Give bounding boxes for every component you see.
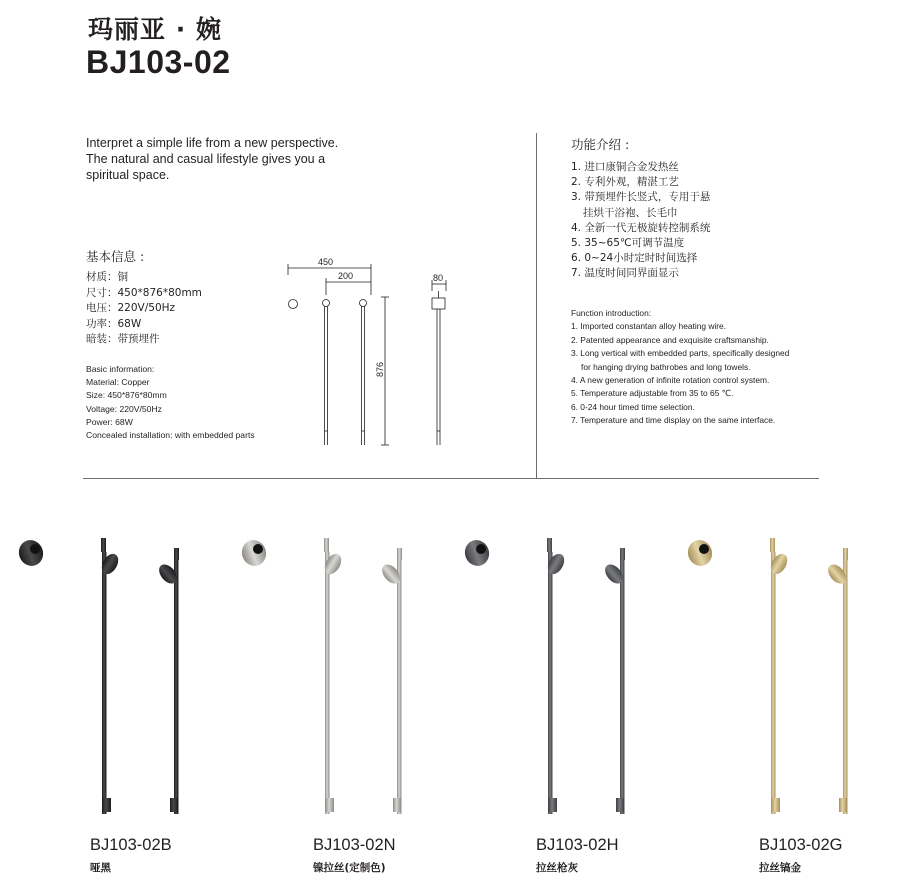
- features-list-cn: [571, 160, 710, 282]
- section-divider: [83, 478, 819, 479]
- variant-image: [238, 528, 438, 818]
- feature-item: 6. 0-24 hour timed time selection.: [571, 401, 695, 412]
- column-divider: [536, 133, 537, 479]
- feature-item: 3. Long vertical with embedded parts, specifically designed: [571, 348, 790, 359]
- intro-line: The natural and casual lifestyle gives you a: [86, 152, 326, 166]
- variant-finish-label: 哑黑: [90, 862, 111, 874]
- rail-right: [602, 548, 627, 814]
- spec-item: Material: Copper: [86, 377, 150, 388]
- knob: [461, 537, 492, 570]
- feature-item: 5. 35~65℃可调节温度: [571, 237, 685, 250]
- feature-item: 1. 进口康铜合金发热丝: [571, 161, 679, 173]
- feature-item: for hanging drying bathrobes and long towels.: [581, 361, 751, 372]
- side-view-head: [432, 298, 445, 309]
- dim-label-spacing: 200: [338, 271, 354, 281]
- spec-item: 尺寸：450*876*80mm: [86, 286, 202, 299]
- feature-item: 1. Imported constantan alloy heating wire.: [571, 321, 727, 332]
- spec-item: Concealed installation: with embedded parts: [86, 430, 255, 441]
- basic-info-list-cn: [86, 270, 202, 348]
- rail-right: [156, 548, 181, 814]
- feature-item: 4. 全新一代无极旋转控制系统: [571, 221, 711, 234]
- knob-outline: [289, 300, 298, 309]
- features-list-en: [571, 307, 789, 428]
- feature-item: 7. 温度时间同界面显示: [571, 267, 679, 280]
- feature-item: 2. Patented appearance and exquisite craftsmanship.: [571, 334, 769, 345]
- variant-finish-label: 拉丝枪灰: [536, 862, 578, 874]
- knob: [238, 537, 269, 570]
- dim-label-depth: 80: [433, 273, 444, 283]
- feature-item: 4. A new generation of infinite rotation control system.: [571, 375, 770, 386]
- spec-heading-en: Basic information:: [86, 364, 155, 374]
- rail-left: [544, 538, 567, 814]
- dim-label-height: 876: [375, 361, 385, 377]
- feature-item: 7. Temperature and time display on the same interface.: [571, 415, 776, 426]
- intro-line: Interpret a simple life from a new perspective.: [86, 136, 339, 150]
- variant-image: [461, 528, 661, 818]
- rail-right: [825, 548, 850, 814]
- feature-heading-en: Function introduction:: [571, 308, 652, 318]
- spec-item: 材质：铜: [86, 271, 128, 283]
- spec-item: Size: 450*876*80mm: [86, 390, 167, 401]
- feature-item: 2. 专利外观，精湛工艺: [571, 176, 679, 189]
- rail-right: [379, 548, 404, 814]
- product-model: BJ103-02: [86, 44, 231, 80]
- dimension-drawing: [280, 255, 460, 455]
- spec-item: 功率：68W: [86, 317, 142, 330]
- spec-item: Power: 68W: [86, 416, 133, 427]
- spec-item: 暗装：带预埋件: [86, 333, 160, 345]
- variant-model-label: BJ103-02N: [313, 836, 396, 854]
- feature-item: 3. 带预埋件长竖式，专用于悬: [571, 191, 711, 204]
- intro-text: [86, 135, 386, 183]
- features-heading-cn: 功能介绍 :: [571, 137, 630, 152]
- rail-left: [767, 538, 790, 814]
- feature-item: 6. 0~24小时定时时间选择: [571, 252, 698, 265]
- variant-image: [15, 528, 215, 818]
- product-title-cn: 玛丽亚 · 婉: [88, 15, 222, 44]
- knob: [15, 537, 46, 570]
- variant-image: [684, 528, 884, 818]
- spec-item: 电压：220V/50Hz: [86, 302, 176, 314]
- basic-info-list-en: [86, 363, 255, 442]
- feature-item: 5. Temperature adjustable from 35 to 65 ℃.: [571, 388, 734, 399]
- variant-finish-label: 镍拉丝(定制色): [313, 862, 386, 874]
- knob: [684, 537, 715, 570]
- feature-item: 挂烘干浴袍、长毛巾: [583, 206, 678, 219]
- intro-line: spiritual space.: [86, 168, 170, 182]
- dim-label-width: 450: [318, 257, 334, 267]
- spec-item: Voltage: 220V/50Hz: [86, 403, 162, 414]
- variant-model-label: BJ103-02B: [90, 836, 172, 854]
- rail-left: [98, 538, 121, 814]
- variant-model-label: BJ103-02G: [759, 836, 843, 854]
- variant-model-label: BJ103-02H: [536, 836, 619, 854]
- basic-info-heading-cn: 基本信息 :: [86, 249, 145, 264]
- rail-left: [321, 538, 344, 814]
- variant-finish-label: 拉丝镐金: [759, 862, 801, 874]
